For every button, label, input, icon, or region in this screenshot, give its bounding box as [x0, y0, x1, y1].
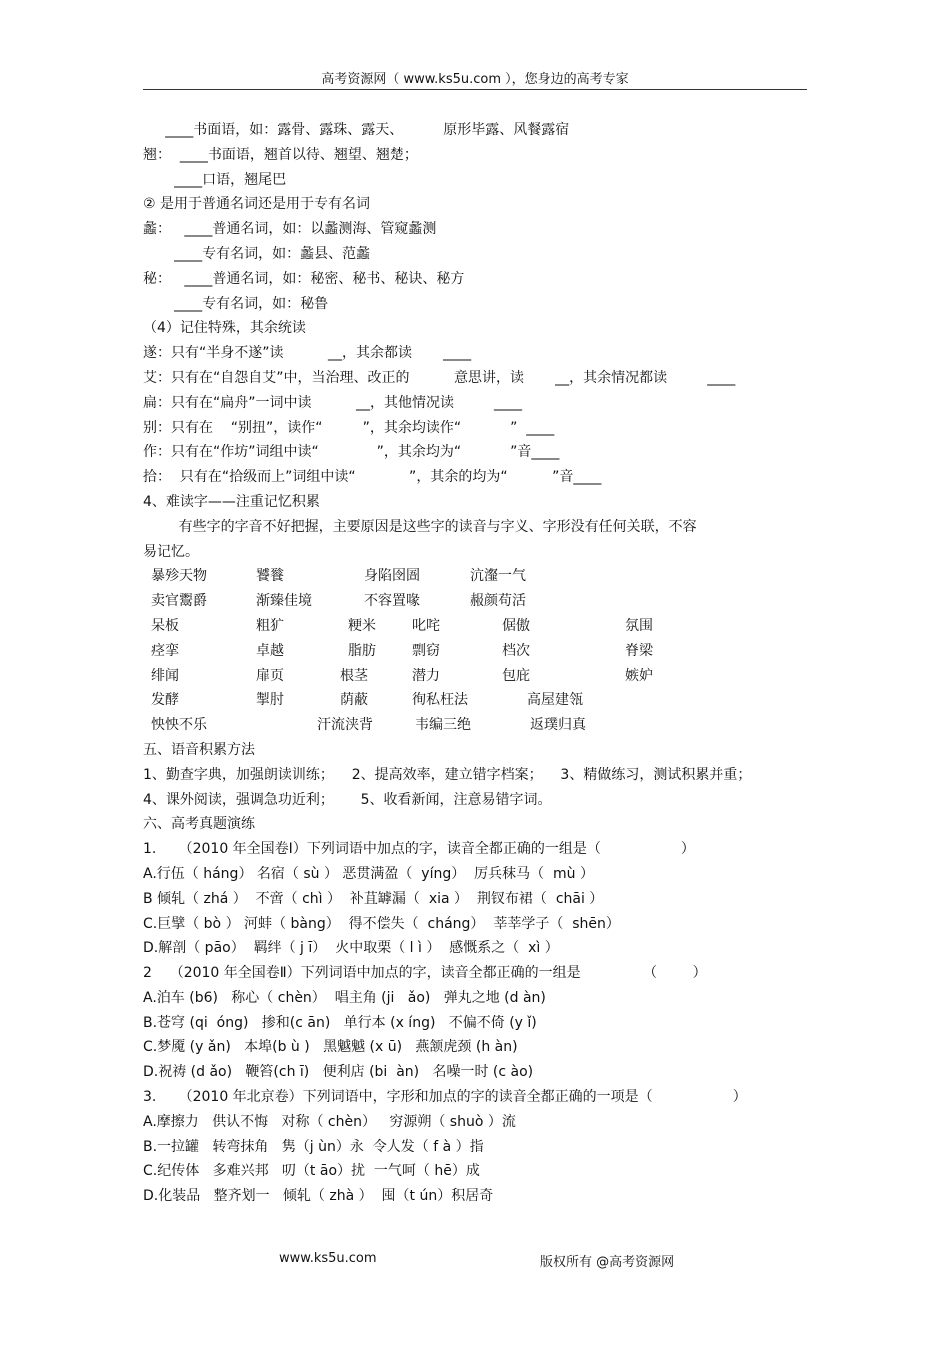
- option-line: D.祝祷 (d ǎo) 鞭笞(ch ī) 便利店 (bi àn) 名噪一时 (c ào): [143, 1064, 534, 1081]
- section-heading: 六、高考真题演练: [143, 816, 255, 833]
- word-item: 发酵: [151, 692, 179, 709]
- text-line: ② 是用于普通名词还是用于专有名词: [143, 196, 371, 213]
- text-line: ____口语，翘尾巴: [143, 171, 287, 188]
- word-item: 掣肘: [256, 692, 284, 709]
- word-item: 剽窃: [412, 642, 440, 659]
- word-item: 嫉妒: [625, 667, 653, 684]
- word-row: [143, 614, 807, 639]
- word-item: 呆板: [151, 617, 179, 634]
- question-line: 3. （2010 年北京卷）下列词语中，字形和加点的字的读音全都正确的一项是（ ）: [143, 1089, 747, 1106]
- word-item: 潜力: [412, 667, 440, 684]
- word-item: 暴殄天物: [151, 568, 207, 585]
- text-line: 翘： ____书面语，翘首以待、翘望、翘楚；: [143, 146, 418, 163]
- word-item: 档次: [502, 642, 530, 659]
- text-line: 别：只有在 “别扭”，读作“ ”，其余均读作“ ” ____: [143, 419, 555, 436]
- text-line: 4、课外阅读，强调急功近利； 5、收看新闻，注意易错字词。: [143, 791, 552, 808]
- text-line: 蠡： ____普通名词，如：以蠡测海、管窥蠡测: [143, 221, 437, 238]
- word-item: 韦编三绝: [415, 717, 471, 734]
- text-line: 遂：只有“半身不遂”读 __，其余都读 ____: [143, 345, 472, 362]
- word-item: 叱咤: [412, 617, 440, 634]
- footer-website: www.ks5u.com: [279, 1251, 377, 1266]
- option-line: C.巨擘（ bò ） 河蚌（ bàng） 得不偿失（ cháng） 莘莘学子（ shēn）: [143, 915, 620, 932]
- option-line: D.化装品 整齐划一 倾轧（ zhà ） 囤（t ún）积居奇: [143, 1188, 494, 1205]
- word-grid: [143, 564, 807, 738]
- word-item: 氛围: [625, 617, 653, 634]
- word-row: [143, 688, 807, 713]
- word-item: 返璞归真: [530, 717, 586, 734]
- option-line: B 倾轧（ zhá ） 不啻（ chì ） 补苴罅漏（ xia ） 荆钗布裙（ chāi ）: [143, 890, 604, 907]
- question-line: 2 （2010 年全国卷Ⅱ）下列词语中加点的字，读音全都正确的一组是 （ ）: [143, 965, 707, 982]
- text-line: 艾：只有在“自怨自艾”中，当治理、改正的 意思讲，读 __，其余情况都读 ____: [143, 369, 736, 386]
- page-header: 高考资源网（ www.ks5u.com ），您身边的高考专家: [321, 72, 629, 87]
- text-line: ____书面语，如：露骨、露珠、露天、 原形毕露、风餐露宿: [143, 122, 570, 138]
- word-item: 怏怏不乐: [151, 717, 207, 734]
- document-body: [143, 118, 807, 1209]
- word-item: 卓越: [256, 642, 284, 659]
- word-row: [143, 713, 807, 738]
- footer-copyright: 版权所有 @高考资源网: [540, 1255, 675, 1270]
- word-row: [143, 589, 807, 614]
- section-heading: 4、难读字——注重记忆积累: [143, 493, 320, 510]
- word-item: 痉挛: [151, 642, 179, 659]
- word-item: 卖官鬻爵: [151, 593, 207, 610]
- word-item: 汗流浃背: [317, 717, 373, 734]
- word-row: [143, 639, 807, 664]
- word-item: 荫蔽: [340, 692, 368, 709]
- word-item: 徇私枉法: [412, 692, 468, 709]
- word-item: 渐臻佳境: [256, 593, 312, 610]
- text-line: 拾： 只有在“拾级而上”词组中读“ ”，其余的均为“ ”音____: [143, 469, 602, 486]
- option-line: A.摩擦力 供认不悔 对称（ chèn） 穷源朔（ shuò ）流: [143, 1113, 516, 1130]
- text-line: ____专有名词，如：秘鲁: [143, 295, 329, 312]
- option-line: A.泊车 (b6) 称心（ chèn） 唱主角 (ji ǎo) 弹丸之地 (d àn): [143, 989, 546, 1006]
- option-line: D.解剖（ pāo） 羁绊（ j ī） 火中取栗（ l ì ） 感慨系之（ xì ）: [143, 940, 559, 957]
- text-line: 1、勤查字典，加强朗读训练； 2、提高效率，建立错字档案； 3、精做练习，测试积累并重；: [143, 766, 752, 783]
- header-rule: [143, 89, 807, 90]
- text-line: 扁：只有在“扁舟”一词中读 __，其他情况读 ____: [143, 394, 523, 411]
- word-item: 脊梁: [625, 642, 653, 659]
- word-row: [143, 564, 807, 589]
- paragraph-line: 有些字的字音不好把握，主要原因是这些字的读音与字义、字形没有任何关联，不容: [143, 518, 697, 535]
- word-item: 绯闻: [151, 667, 179, 684]
- word-item: 饕餮: [256, 568, 284, 585]
- word-item: 根茎: [340, 667, 368, 684]
- section-heading: （4）记住特殊，其余统读: [143, 320, 306, 337]
- word-item: 包庇: [502, 667, 530, 684]
- text-line: 秘： ____普通名词，如：秘密、秘书、秘诀、秘方: [143, 270, 465, 287]
- word-item: 高屋建瓴: [527, 692, 583, 709]
- option-line: C.纪传体 多难兴邦 叨（t āo）扰 一气呵（ hē）成: [143, 1163, 480, 1180]
- word-row: [143, 664, 807, 689]
- word-item: 粗犷: [256, 617, 284, 634]
- word-item: 倨傲: [502, 617, 530, 634]
- bottom-section: [143, 738, 807, 1209]
- section-heading: 五、语音积累方法: [143, 741, 255, 758]
- text-line: ____专有名词，如：蠡县、范蠡: [143, 245, 371, 262]
- option-line: C.梦魇 (y ǎn) 本埠(b ù ) 黑魆魆 (x ū) 燕颔虎颈 (h àn): [143, 1039, 518, 1056]
- word-item: 赧颜苟活: [470, 593, 526, 610]
- paragraph-line: 易记忆。: [143, 543, 199, 560]
- word-item: 身陷囹圄: [364, 568, 420, 585]
- word-item: 脂肪: [348, 642, 376, 659]
- text-line: 作：只有在“作坊”词组中读“ ”，其余均为“ ”音____: [143, 444, 560, 461]
- option-line: B.一拉罐 转弯抹角 隽（j ùn）永 令人发（ f à ）指: [143, 1138, 484, 1155]
- option-line: A.行伍（ háng） 名宿（ sù ） 恶贯满盈（ yíng） 厉兵秣马（ mù ）: [143, 865, 595, 882]
- word-item: 沆瀣一气: [470, 568, 526, 585]
- word-item: 扉页: [256, 667, 284, 684]
- question-line: 1. （2010 年全国卷Ⅰ）下列词语中加点的字，读音全都正确的一组是（ ）: [143, 841, 695, 858]
- top-section: [143, 118, 807, 564]
- option-line: B.苍穹 (qi óng) 掺和(c ān) 单行本 (x íng) 不偏不倚 (y ǐ): [143, 1014, 537, 1031]
- word-item: 粳米: [348, 617, 376, 634]
- word-item: 不容置喙: [364, 593, 420, 610]
